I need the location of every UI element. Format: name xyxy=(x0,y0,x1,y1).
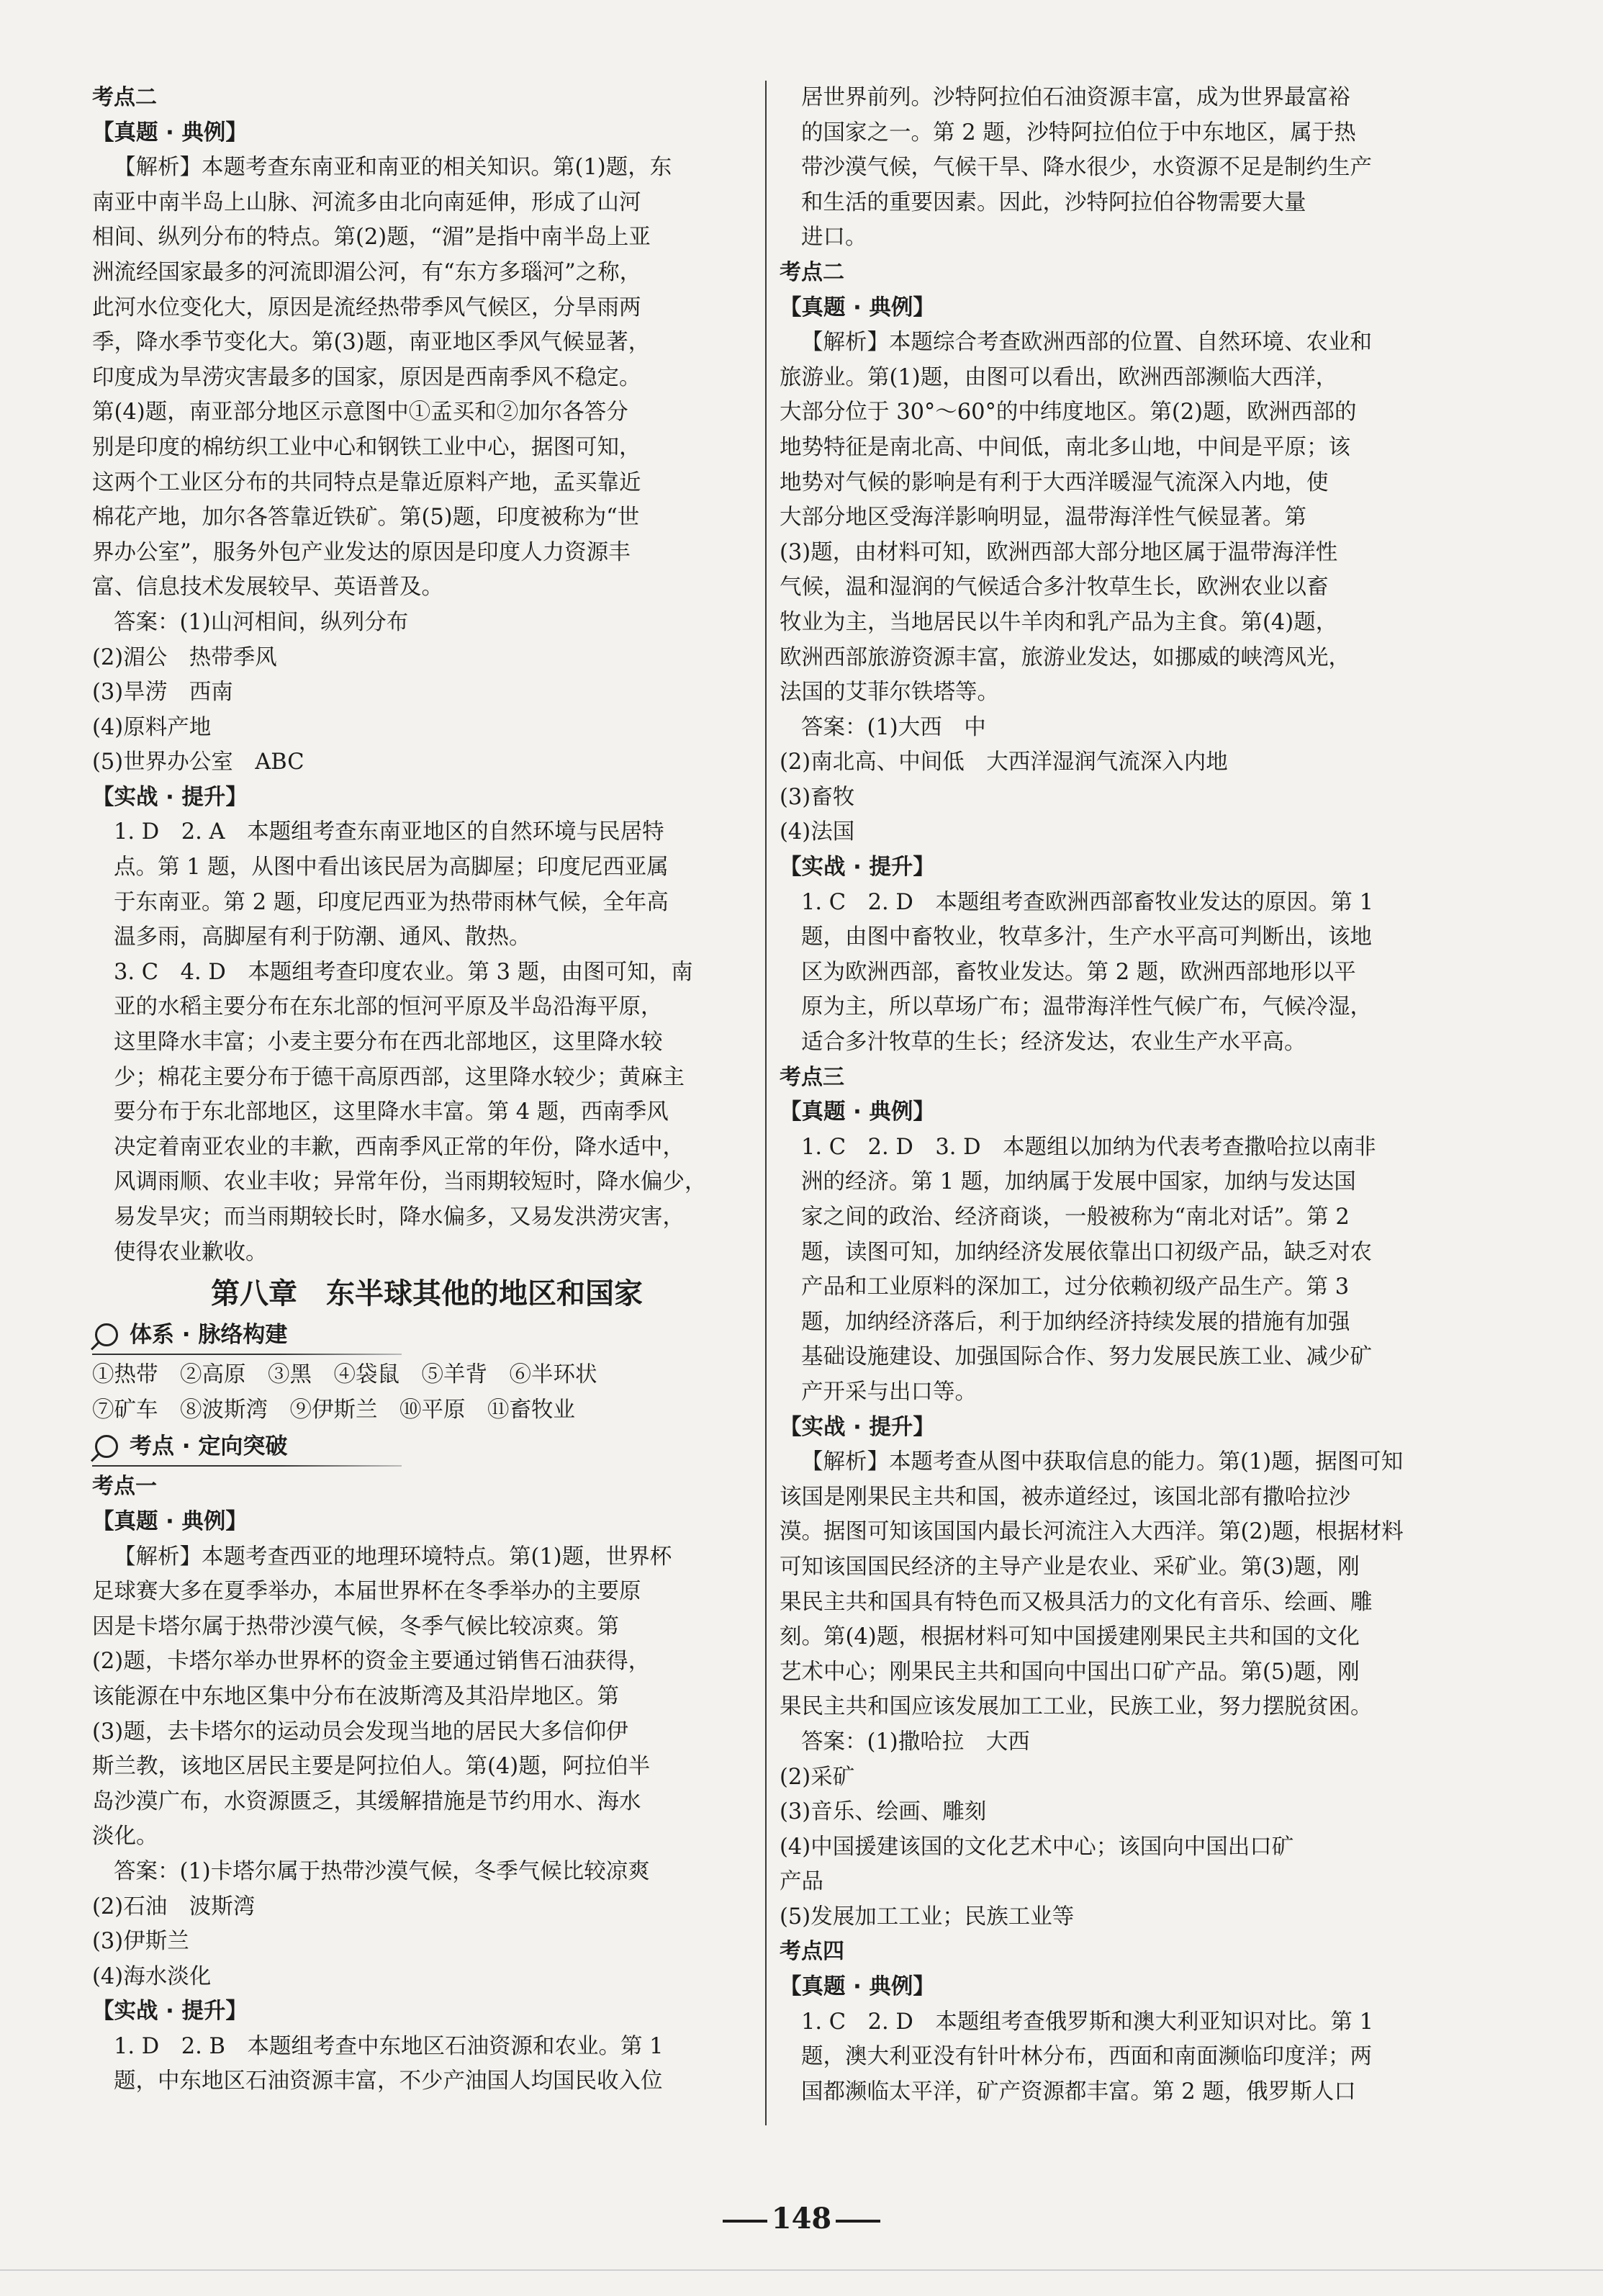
subsection-label: 【真题 · 典例】 xyxy=(92,120,248,145)
bottom-rule xyxy=(0,2269,1603,2271)
text-line: 要分布于东北部地区，这里降水丰富。第 4 题，西南季风 xyxy=(114,1099,669,1125)
text-line: 可知该国国民经济的主导产业是农业、采矿业。第(3)题，刚 xyxy=(780,1554,1360,1580)
text-line: (2)湄公 热带季风 xyxy=(92,644,277,670)
text-line: (3)题，去卡塔尔的运动员会发现当地的居民大多信仰伊 xyxy=(92,1719,628,1744)
text-line: (2)石油 波斯湾 xyxy=(92,1894,256,1919)
text-line: 少；棉花主要分布于德干高原西部，这里降水较少；黄麻主 xyxy=(114,1064,685,1090)
text-line: 【解析】本题综合考查欧洲西部的位置、自然环境、农业和 xyxy=(801,330,1372,356)
text-line: 家之间的政治、经济商谈，一般被称为“南北对话”。第 2 xyxy=(801,1205,1350,1230)
text-line: 南亚中南半岛上山脉、河流多由北向南延伸，形成了山河 xyxy=(92,189,641,215)
text-line: 易发旱灾；而当雨期较长时，降水偏多，又易发洪涝灾害， xyxy=(114,1205,685,1230)
text-line: 1. C 2. D 3. D 本题组以加纳为代表考查撒哈拉以南非 xyxy=(801,1134,1376,1160)
text-line: 别是印度的棉纺织工业中心和钢铁工业中心，据图可知， xyxy=(92,434,641,460)
text-line: (2)采矿 xyxy=(780,1764,855,1790)
text-line: (4)中国援建该国的文化艺术中心；该国向中国出口矿 xyxy=(780,1834,1294,1860)
text-line: 洲的经济。第 1 题，加纳属于发展中国家，加纳与发达国 xyxy=(801,1169,1356,1195)
text-line: 1. C 2. D 本题组考查俄罗斯和澳大利亚知识对比。第 1 xyxy=(801,2009,1373,2035)
topic-heading: 考点四 xyxy=(780,1939,844,1965)
text-line: (4)法国 xyxy=(780,819,855,845)
subsection-label: 【实战 · 提升】 xyxy=(780,1414,935,1440)
chapter-title: 第八章 东半球其他的地区和国家 xyxy=(211,1277,643,1311)
text-line: 洲流经国家最多的河流即湄公河，有“东方多瑙河”之称， xyxy=(92,259,642,285)
text-line: 旅游业。第(1)题，由图可以看出，欧洲西部濒临大西洋， xyxy=(780,364,1338,390)
text-line: 决定着南亚农业的丰歉，西南季风正常的年份，降水适中， xyxy=(114,1134,685,1160)
text-line: 于东南亚。第 2 题，印度尼西亚为热带雨林气候，全年高 xyxy=(114,889,669,915)
text-line: 【解析】本题考查从图中获取信息的能力。第(1)题，据图可知 xyxy=(801,1449,1404,1475)
text-line: 地势对气候的影响是有利于大西洋暖湿气流深入内地，使 xyxy=(780,469,1329,495)
text-line: 相间、纵列分布的特点。第(2)题，“湄”是指中南半岛上亚 xyxy=(92,225,651,251)
text-line: 这里降水丰富；小麦主要分布在西北部地区，这里降水较 xyxy=(114,1030,663,1055)
text-line: 淡化。 xyxy=(92,1824,158,1850)
text-line: 刻。第(4)题，根据材料可知中国援建刚果民主共和国的文化 xyxy=(780,1624,1360,1650)
text-line: 点。第 1 题，从图中看出该民居为高脚屋；印度尼西亚属 xyxy=(114,855,669,881)
text-line: 该国是刚果民主共和国，被赤道经过，该国北部有撒哈拉沙 xyxy=(780,1484,1350,1510)
footer-dash-left xyxy=(723,2220,767,2223)
text-line: 答案：(1)卡塔尔属于热带沙漠气候，冬季气候比较凉爽 xyxy=(114,1858,650,1884)
text-line: 界办公室”，服务外包产业发达的原因是印度人力资源丰 xyxy=(92,539,631,565)
page-footer xyxy=(0,2202,1603,2236)
text-line: (5)发展加工工业；民族工业等 xyxy=(780,1904,1075,1930)
text-line: 果民主共和国具有特色而又极具活力的文化有音乐、绘画、雕 xyxy=(780,1589,1373,1615)
text-line: (5)世界办公室 ABC xyxy=(92,749,304,775)
text-line: 棉花产地，加尔各答靠近铁矿。第(5)题，印度被称为“世 xyxy=(92,505,640,531)
text-line: 因是卡塔尔属于热带沙漠气候，冬季气候比较凉爽。第 xyxy=(92,1613,619,1639)
section-heading-text: 考点 · 定向突破 xyxy=(130,1433,288,1460)
section-rule xyxy=(92,1354,402,1355)
text-line: 答案：(1)山河相间，纵列分布 xyxy=(114,609,409,635)
text-line: 区为欧洲西部，畜牧业发达。第 2 题，欧洲西部地形以平 xyxy=(801,959,1356,985)
text-line: 产品和工业原料的深加工，过分依赖初级产品生产。第 3 xyxy=(801,1274,1350,1300)
text-line: 产品 xyxy=(780,1869,823,1895)
text-line: 适合多汁牧草的生长；经济发达，农业生产水平高。 xyxy=(801,1030,1306,1055)
text-line: 使得农业歉收。 xyxy=(114,1239,268,1265)
text-line: (3)音乐、绘画、雕刻 xyxy=(780,1799,987,1825)
text-line: 法国的艾菲尔铁塔等。 xyxy=(780,680,999,706)
subsection-label: 【实战 · 提升】 xyxy=(92,784,248,810)
text-line: 足球赛大多在夏季举办，本届世界杯在冬季举办的主要原 xyxy=(92,1579,641,1605)
text-line: (2)南北高、中间低 大西洋湿润气流深入内地 xyxy=(780,749,1228,775)
text-line: 欧洲西部旅游资源丰富，旅游业发达，如挪威的峡湾风光， xyxy=(780,644,1350,670)
text-line: 此河水位变化大，原因是流经热带季风气候区，分旱雨两 xyxy=(92,294,641,320)
text-line: 第(4)题，南亚部分地区示意图中①孟买和②加尔各答分 xyxy=(92,400,628,426)
text-line: 富、信息技术发展较早、英语普及。 xyxy=(92,575,443,600)
text-line: 【解析】本题考查西亚的地理环境特点。第(1)题，世界杯 xyxy=(114,1544,672,1570)
text-line: 温多雨，高脚屋有利于防潮、通风、散热。 xyxy=(114,924,531,950)
text-line: ①热带 ②高原 ③黑 ④袋鼠 ⑤羊背 ⑥半环状 xyxy=(92,1362,597,1388)
text-line: 印度成为旱涝灾害最多的国家，原因是西南季风不稳定。 xyxy=(92,364,641,390)
section-heading-text: 体系 · 脉络构建 xyxy=(130,1322,288,1349)
text-line: 牧业为主，当地居民以牛羊肉和乳产品为主食。第(4)题， xyxy=(780,609,1338,635)
text-line: 季，降水季节变化大。第(3)题，南亚地区季风气候显著， xyxy=(92,330,651,356)
text-line: 漠。据图可知该国国内最长河流注入大西洋。第(2)题，根据材料 xyxy=(780,1519,1404,1545)
text-line: (3)旱涝 西南 xyxy=(92,680,233,706)
text-line: ⑦矿车 ⑧波斯湾 ⑨伊斯兰 ⑩平原 ⑪畜牧业 xyxy=(92,1397,575,1423)
text-line: 题，读图可知，加纳经济发展依靠出口初级产品，缺乏对农 xyxy=(801,1239,1372,1265)
text-line: 答案：(1)大西 中 xyxy=(801,714,986,740)
magnifier-icon xyxy=(95,1435,118,1458)
text-line: 答案：(1)撒哈拉 大西 xyxy=(801,1729,1030,1755)
topic-heading: 考点一 xyxy=(92,1474,157,1500)
text-line: 带沙漠气候，气候干旱、降水很少，水资源不足是制约生产 xyxy=(801,155,1372,181)
text-line: 1. C 2. D 本题组考查欧洲西部畜牧业发达的原因。第 1 xyxy=(801,889,1373,915)
text-line: 亚的水稻主要分布在东北部的恒河平原及半岛沿海平原， xyxy=(114,994,663,1020)
text-line: (2)题，卡塔尔举办世界杯的资金主要通过销售石油获得， xyxy=(92,1649,651,1675)
text-line: 题，加纳经济落后，利于加纳经济持续发展的措施有加强 xyxy=(801,1309,1350,1335)
subsection-label: 【真题 · 典例】 xyxy=(780,1099,935,1125)
text-line: 该能源在中东地区集中分布在波斯湾及其沿岸地区。第 xyxy=(92,1683,619,1709)
section-rule xyxy=(92,1465,402,1467)
magnifier-icon xyxy=(95,1323,118,1346)
subsection-label: 【真题 · 典例】 xyxy=(92,1508,248,1534)
section-heading xyxy=(92,1428,762,1465)
subsection-label: 【实战 · 提升】 xyxy=(92,1999,248,2025)
text-line: 大部分地区受海洋影响明显，温带海洋性气候显著。第 xyxy=(780,505,1306,531)
footer-dash-right xyxy=(836,2220,880,2223)
text-line: 岛沙漠广布，水资源匮乏，其缓解措施是节约用水、海水 xyxy=(92,1788,641,1814)
text-line: (3)伊斯兰 xyxy=(92,1929,189,1955)
text-line: 这两个工业区分布的共同特点是靠近原料产地，孟买靠近 xyxy=(92,469,641,495)
text-line: 3. C 4. D 本题组考查印度农业。第 3 题，由图可知，南 xyxy=(114,959,693,985)
text-line: 果民主共和国应该发展加工工业，民族工业，努力摆脱贫困。 xyxy=(780,1694,1373,1720)
text-line: (3)题，由材料可知，欧洲西部大部分地区属于温带海洋性 xyxy=(780,539,1338,565)
text-line: 1. D 2. B 本题组考查中东地区石油资源和农业。第 1 xyxy=(114,2033,664,2059)
text-line: 居世界前列。沙特阿拉伯石油资源丰富，成为世界最富裕 xyxy=(801,85,1350,110)
text-line: 国都濒临太平洋，矿产资源都丰富。第 2 题，俄罗斯人口 xyxy=(801,2079,1356,2104)
text-line: 大部分位于 30°～60°的中纬度地区。第(2)题，欧洲西部的 xyxy=(780,400,1357,426)
text-line: 基础设施建设、加强国际合作、努力发展民族工业、减少矿 xyxy=(801,1344,1372,1370)
text-line: 的国家之一。第 2 题，沙特阿拉伯位于中东地区，属于热 xyxy=(801,120,1356,145)
topic-heading: 考点二 xyxy=(780,259,844,285)
subsection-label: 【真题 · 典例】 xyxy=(780,1974,935,2000)
text-line: (4)海水淡化 xyxy=(92,1963,212,1989)
text-line: 和生活的重要因素。因此，沙特阿拉伯谷物需要大量 xyxy=(801,189,1306,215)
topic-heading: 考点二 xyxy=(92,85,157,110)
right-column xyxy=(780,81,1453,2110)
text-line: 题，由图中畜牧业，牧草多汁，生产水平高可判断出，该地 xyxy=(801,924,1372,950)
page-number: 148 xyxy=(771,2202,832,2236)
text-line: 1. D 2. A 本题组考查东南亚地区的自然环境与民居特 xyxy=(114,819,664,845)
text-line: 原为主，所以草场广布；温带海洋性气候广布，气候冷湿， xyxy=(801,994,1372,1020)
text-line: 题，中东地区石油资源丰富，不少产油国人均国民收入位 xyxy=(114,2068,663,2094)
subsection-label: 【实战 · 提升】 xyxy=(780,855,935,881)
left-column xyxy=(92,81,762,2099)
section-heading xyxy=(92,1316,762,1354)
text-line: 风调雨顺、农业丰收；异常年份，当雨期较短时，降水偏少， xyxy=(114,1169,707,1195)
text-line: 气候，温和湿润的气候适合多汁牧草生长，欧洲农业以畜 xyxy=(780,575,1329,600)
text-line: (4)原料产地 xyxy=(92,714,212,740)
text-line: 进口。 xyxy=(801,225,867,251)
text-line: (3)畜牧 xyxy=(780,784,855,810)
text-line: 产开采与出口等。 xyxy=(801,1379,977,1405)
text-line: 地势特征是南北高、中间低，南北多山地，中间是平原；该 xyxy=(780,434,1350,460)
topic-heading: 考点三 xyxy=(780,1064,844,1090)
text-line: 题，澳大利亚没有针叶林分布，西面和南面濒临印度洋；两 xyxy=(801,2044,1372,2070)
text-line: 【解析】本题考查东南亚和南亚的相关知识。第(1)题，东 xyxy=(114,155,672,181)
text-line: 艺术中心；刚果民主共和国向中国出口矿产品。第(5)题，刚 xyxy=(780,1659,1360,1685)
column-divider xyxy=(765,81,767,2125)
text-line: 斯兰教，该地区居民主要是阿拉伯人。第(4)题，阿拉伯半 xyxy=(92,1754,651,1780)
subsection-label: 【真题 · 典例】 xyxy=(780,294,935,320)
